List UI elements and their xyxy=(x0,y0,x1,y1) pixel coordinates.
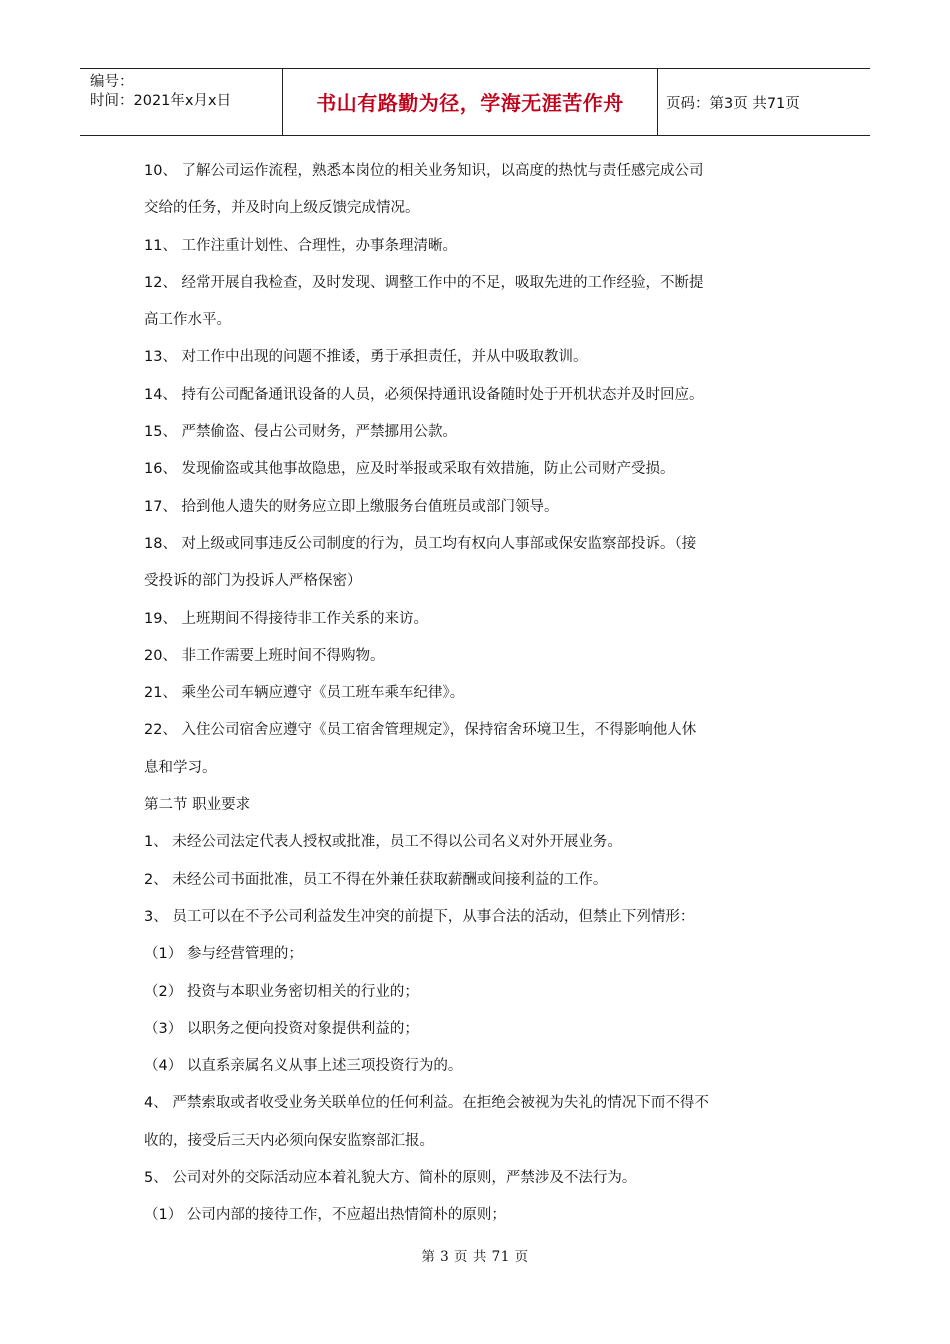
text-line: 15、 严禁偷盗、侵占公司财务，严禁挪用公款。 xyxy=(144,424,458,441)
text-line: 16、 发现偷盗或其他事故隐患，应及时举报或采取有效措施，防止公司财产受损。 xyxy=(144,461,675,478)
text-line: 收的，接受后三天内必须向保安监察部汇报。 xyxy=(144,1132,434,1149)
text-line: 受投诉的部门为投诉人严格保密） xyxy=(144,573,362,590)
text-line: （1） 参与经营管理的； xyxy=(144,946,303,963)
header-page-number: 页码：第3页 共71页 xyxy=(666,96,800,112)
header-meta xyxy=(90,73,231,111)
text-line: （2） 投资与本职业务密切相关的行业的； xyxy=(144,983,419,1000)
text-line: 13、 对工作中出现的问题不推诿，勇于承担责任，并从中吸取教训。 xyxy=(144,349,588,366)
text-line: （3） 以职务之便向投资对象提供利益的； xyxy=(144,1020,419,1037)
text-line: 3、 员工可以在不予公司利益发生冲突的前提下，从事合法的活动，但禁止下列情形： xyxy=(144,908,695,925)
page-header xyxy=(80,68,870,136)
text-line: 高工作水平。 xyxy=(144,312,231,329)
text-line: 21、 乘坐公司车辆应遵守《员工班车乘车纪律》。 xyxy=(144,685,465,702)
text-line: 22、 入住公司宿舍应遵守《员工宿舍管理规定》，保持宿舍环境卫生，不得影响他人休 xyxy=(144,722,697,739)
header-motto: 书山有路勤为径，学海无涯苦作舟 xyxy=(316,91,624,115)
number-label: 编号： xyxy=(90,74,134,90)
text-line: 12、 经常开展自我检查，及时发现、调整工作中的不足，吸取先进的工作经验，不断提 xyxy=(144,274,704,291)
text-line: 5、 公司对外的交际活动应本着礼貌大方、简朴的原则，严禁涉及不法行为。 xyxy=(144,1170,637,1187)
text-line: 1、 未经公司法定代表人授权或批准，员工不得以公司名义对外开展业务。 xyxy=(144,834,622,851)
page-footer: 第 3 页 共 71 页 xyxy=(421,1249,529,1265)
text-line: 17、 拾到他人遗失的财务应立即上缴服务台值班员或部门领导。 xyxy=(144,498,559,515)
text-line: （4） 以直系亲属名义从事上述三项投资行为的。 xyxy=(144,1058,463,1075)
text-line: 2、 未经公司书面批准，员工不得在外兼任获取薪酬或间接利益的工作。 xyxy=(144,871,608,888)
text-line: 20、 非工作需要上班时间不得购物。 xyxy=(144,647,385,664)
text-line: 19、 上班期间不得接待非工作关系的来访。 xyxy=(144,610,429,627)
header-divider-right xyxy=(657,69,658,135)
text-line: 14、 持有公司配备通讯设备的人员，必须保持通讯设备随时处于开机状态并及时回应。 xyxy=(144,386,704,403)
text-line: 10、 了解公司运作流程，熟悉本岗位的相关业务知识，以高度的热忱与责任感完成公司 xyxy=(144,163,704,179)
text-line: 息和学习。 xyxy=(144,759,217,776)
document-body xyxy=(144,153,824,1235)
section-heading: 第二节 职业要求 xyxy=(144,797,251,814)
text-line: 11、 工作注重计划性、合理性，办事条理清晰。 xyxy=(144,237,458,254)
text-line: 18、 对上级或同事违反公司制度的行为，员工均有权向人事部或保安监察部投诉。（接 xyxy=(144,535,697,552)
text-line: 交给的任务，并及时向上级反馈完成情况。 xyxy=(144,200,420,217)
text-line: （1） 公司内部的接待工作，不应超出热情简朴的原则； xyxy=(144,1207,506,1224)
time-label: 时间：2021年x月x日 xyxy=(90,93,232,109)
text-line: 4、 严禁索取或者收受业务关联单位的任何利益。在拒绝会被视为失礼的情况下而不得不 xyxy=(144,1095,709,1112)
